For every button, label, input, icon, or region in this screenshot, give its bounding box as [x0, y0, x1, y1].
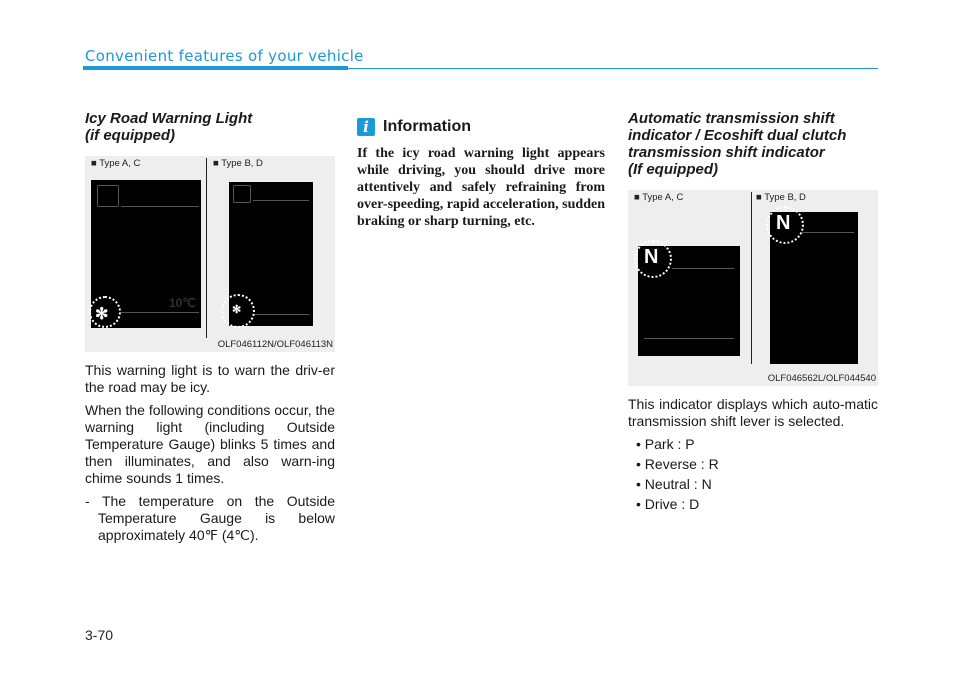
cluster-screen-type-b: [770, 212, 858, 364]
information-title: Information: [383, 118, 471, 135]
info-icon: i: [357, 118, 375, 136]
cluster-line: [121, 206, 199, 207]
cluster-line: [802, 232, 854, 233]
list-item: • Neutral : N: [636, 476, 712, 492]
cluster-screen-type-b: [229, 182, 313, 326]
figure-label-type-b: ■ Type B, D: [213, 158, 263, 169]
icy-road-title: [85, 110, 335, 144]
gear-neutral-indicator: N: [776, 212, 791, 234]
icy-road-figure: [85, 156, 335, 352]
page-number: 3-70: [85, 627, 114, 643]
cluster-line: [644, 338, 734, 339]
cluster-indicator-box: [233, 185, 251, 203]
header-rule-thin: [348, 68, 878, 69]
shift-indicator-title-line3: transmission shift indicator: [628, 144, 825, 161]
information-box: [357, 116, 605, 230]
cluster-screen-type-a: [638, 246, 740, 356]
shift-indicator-title-line2: indicator / Ecoshift dual clutch: [628, 127, 847, 144]
list-item: • Park : P: [636, 436, 695, 452]
right-column: [628, 110, 878, 514]
shift-indicator-title: [628, 110, 878, 178]
shift-indicator-para1: This indicator displays which auto-matic transmission shift lever is selected.: [628, 396, 878, 429]
shift-indicator-title-line1: Automatic transmission shift: [628, 110, 835, 127]
header-rule-thick: [83, 66, 348, 70]
cluster-line: [253, 200, 309, 201]
gear-list: [628, 434, 878, 514]
snowflake-icon: ✻: [232, 304, 242, 316]
cluster-screen-type-a: [91, 180, 201, 328]
figure-divider: [751, 192, 752, 364]
icy-road-condition: - The temperature on the Outside Temperature Gauge is below approximately 40℉ (4℃).: [85, 493, 335, 543]
figure-divider: [206, 158, 207, 338]
icy-road-title-line2: (if equipped): [85, 127, 175, 144]
cluster-line: [253, 314, 309, 315]
figure-label-type-a: ■ Type A, C: [91, 158, 141, 169]
left-column: [85, 110, 335, 544]
cluster-line: [672, 268, 734, 269]
information-body: If the icy road warning light appears while driving, you should drive more attentively and safely refraining from over-speeding, rapid acceleration, sudden braking or sharp turning, etc.: [357, 146, 605, 229]
figure-label-type-a: ■ Type A, C: [634, 192, 684, 203]
list-item: • Reverse : R: [636, 456, 719, 472]
figure-label-type-b: ■ Type B, D: [756, 192, 806, 203]
gear-neutral-indicator: N: [644, 246, 659, 268]
icy-road-title-line1: Icy Road Warning Light: [85, 110, 253, 127]
cluster-line: [121, 312, 199, 313]
snowflake-icon: ✻: [95, 306, 109, 323]
header-section-title: Convenient features of your vehicle: [85, 47, 364, 65]
figure-code: OLF046112N/OLF046113N: [217, 339, 333, 350]
cluster-indicator-box: [97, 185, 119, 207]
shift-indicator-figure: [628, 190, 878, 386]
list-item: • Drive : D: [636, 496, 700, 512]
shift-indicator-title-line4: (If equipped): [628, 161, 718, 178]
figure-code: OLF046562L/OLF044540: [767, 373, 876, 384]
icy-road-para1: This warning light is to warn the driv-er the road may be icy.: [85, 362, 335, 395]
outside-temperature-reading: 10℃: [169, 296, 196, 310]
icy-road-para2: When the following conditions occur, the warning light (including Outside Temperature Gauge) blinks 5 times and then illuminates, and also warn-ing chime sounds 1 times.: [85, 402, 335, 486]
information-heading: [357, 116, 605, 138]
